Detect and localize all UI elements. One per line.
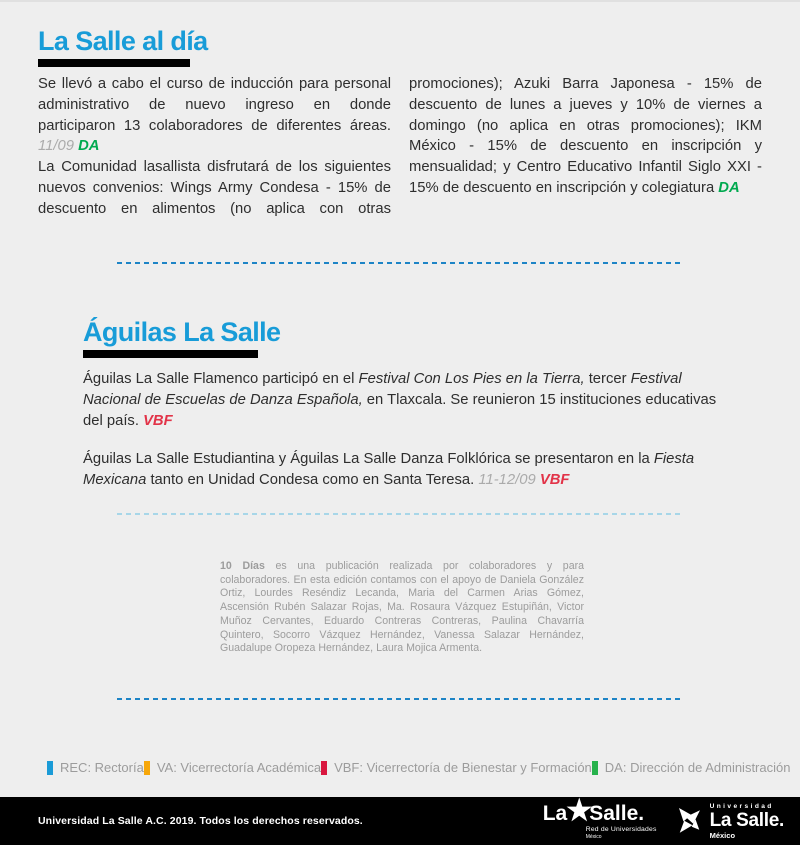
paragraph-convenios-start: La Comunidad lasallista disfrutará de los siguientes nuevos convenios: Wings Army Condesa - 15% de descuento en alimentos (no aplica con otras: [38, 159, 391, 217]
paragraph-estudiantina-fiesta: Águilas La Salle Estudiantina y Águilas La Salle Danza Folklórica se presentaron en la Fiesta Mexicana tanto en Unidad Condesa como en Santa Teresa. 11-12/09 VBF: [83, 451, 695, 489]
paragraph-flamenco-festival: Águilas La Salle Flamenco participó en el Festival Con Los Pies en la Tierra, tercer Festival Nacional de Escuelas de Danza Española, en Tlaxcala. Se reunieron 15 instituciones educativas del país. VBF: [83, 371, 717, 429]
legend-item-da: [592, 760, 791, 775]
section-aguilas-la-salle-header: [83, 318, 280, 358]
dashed-divider-3: [117, 698, 683, 700]
two-column-text-block: [38, 74, 762, 220]
network-tagline: Red de Universidades: [585, 825, 657, 833]
university-country: México: [709, 830, 736, 840]
footer-logos: [542, 795, 784, 840]
legend-item-vbf: [321, 760, 592, 775]
la-salle-emblem-icon: [673, 805, 703, 835]
title-underline-bar: [38, 59, 190, 67]
publication-credits: 10 Días es una publicación realizada por colaboradores y para colaboradores. En esta edición contamos con el apoyo de Daniela González Ortiz, Lourdes Reséndiz Lecanda, Maria del Carmen Arias Gómez, Ascensión Rubén Salazar Rojas, Ma. Rosaura Vázquez Estupiñán, Victor Muñoz Cervantes, Eduardo Contreras Contreras, Paulina Chavarría Quintero, Socorro Vázquez Hernández, Vanessa Salazar Hernández, Guadalupe Oropeza Hernández, Laura Mojica Armenta.: [220, 560, 585, 655]
paragraph-convenios-end: promociones); Azuki Barra Japonesa - 15% de descuento de lunes a jueves y 10% de viernes a domingo (no aplica en otras promociones); IKM México - 15% de descuento en inscripción y mensualidad; y Centro Educativo Infantil Siglo XXI - 15% de descuento en inscripción y colegiatura DA: [409, 76, 762, 196]
legend-color-swatch: [592, 761, 598, 775]
legend: [47, 760, 791, 775]
legend-label: VBF: Vicerrectoría de Bienestar y Formación: [334, 760, 592, 775]
dashed-divider-1: [117, 262, 683, 264]
la-salle-network-wordmark: La ★ Salle.: [542, 795, 645, 827]
logo-text-salle: Salle.: [589, 801, 645, 825]
column-right: [409, 74, 762, 220]
university-label: Universidad: [709, 802, 774, 810]
paragraph-induction-course: Se llevó a cabo el curso de inducción para personal administrativo de nuevo ingreso en donde participaron 13 colaboradores de diferentes áreas. 11/09 DA: [38, 76, 391, 155]
title-underline-bar: [83, 350, 258, 358]
university-wordmark: [710, 803, 784, 840]
legend-color-swatch: [321, 761, 327, 775]
footer-bar: [0, 797, 800, 845]
section-title-la-salle-al-dia: La Salle al día: [38, 26, 208, 56]
column-left: [38, 74, 391, 220]
top-edge-line: [0, 0, 800, 2]
legend-color-swatch: [144, 761, 150, 775]
aguilas-text-block: [83, 369, 726, 491]
legend-label: REC: Rectoría: [60, 760, 144, 775]
legend-label: DA: Dirección de Administración: [604, 760, 791, 775]
legend-item-va: [144, 760, 321, 775]
legend-item-rec: [47, 760, 144, 775]
section-la-salle-al-dia-header: [38, 27, 208, 67]
legend-label: VA: Vicerrectoría Académica: [156, 760, 322, 775]
dashed-divider-2: [117, 513, 683, 515]
legend-color-swatch: [47, 761, 53, 775]
logo-text-la: La: [542, 801, 568, 825]
copyright-text: Universidad La Salle A.C. 2019. Todos los derechos reservados.: [38, 815, 363, 827]
universidad-la-salle-mexico-logo: [673, 803, 784, 840]
bottom-white-strip: [0, 845, 800, 863]
university-name: La Salle.: [709, 809, 784, 831]
network-country: México: [585, 833, 602, 840]
section-title-aguilas-la-salle: Águilas La Salle: [83, 317, 281, 347]
la-salle-network-logo: [542, 795, 657, 840]
